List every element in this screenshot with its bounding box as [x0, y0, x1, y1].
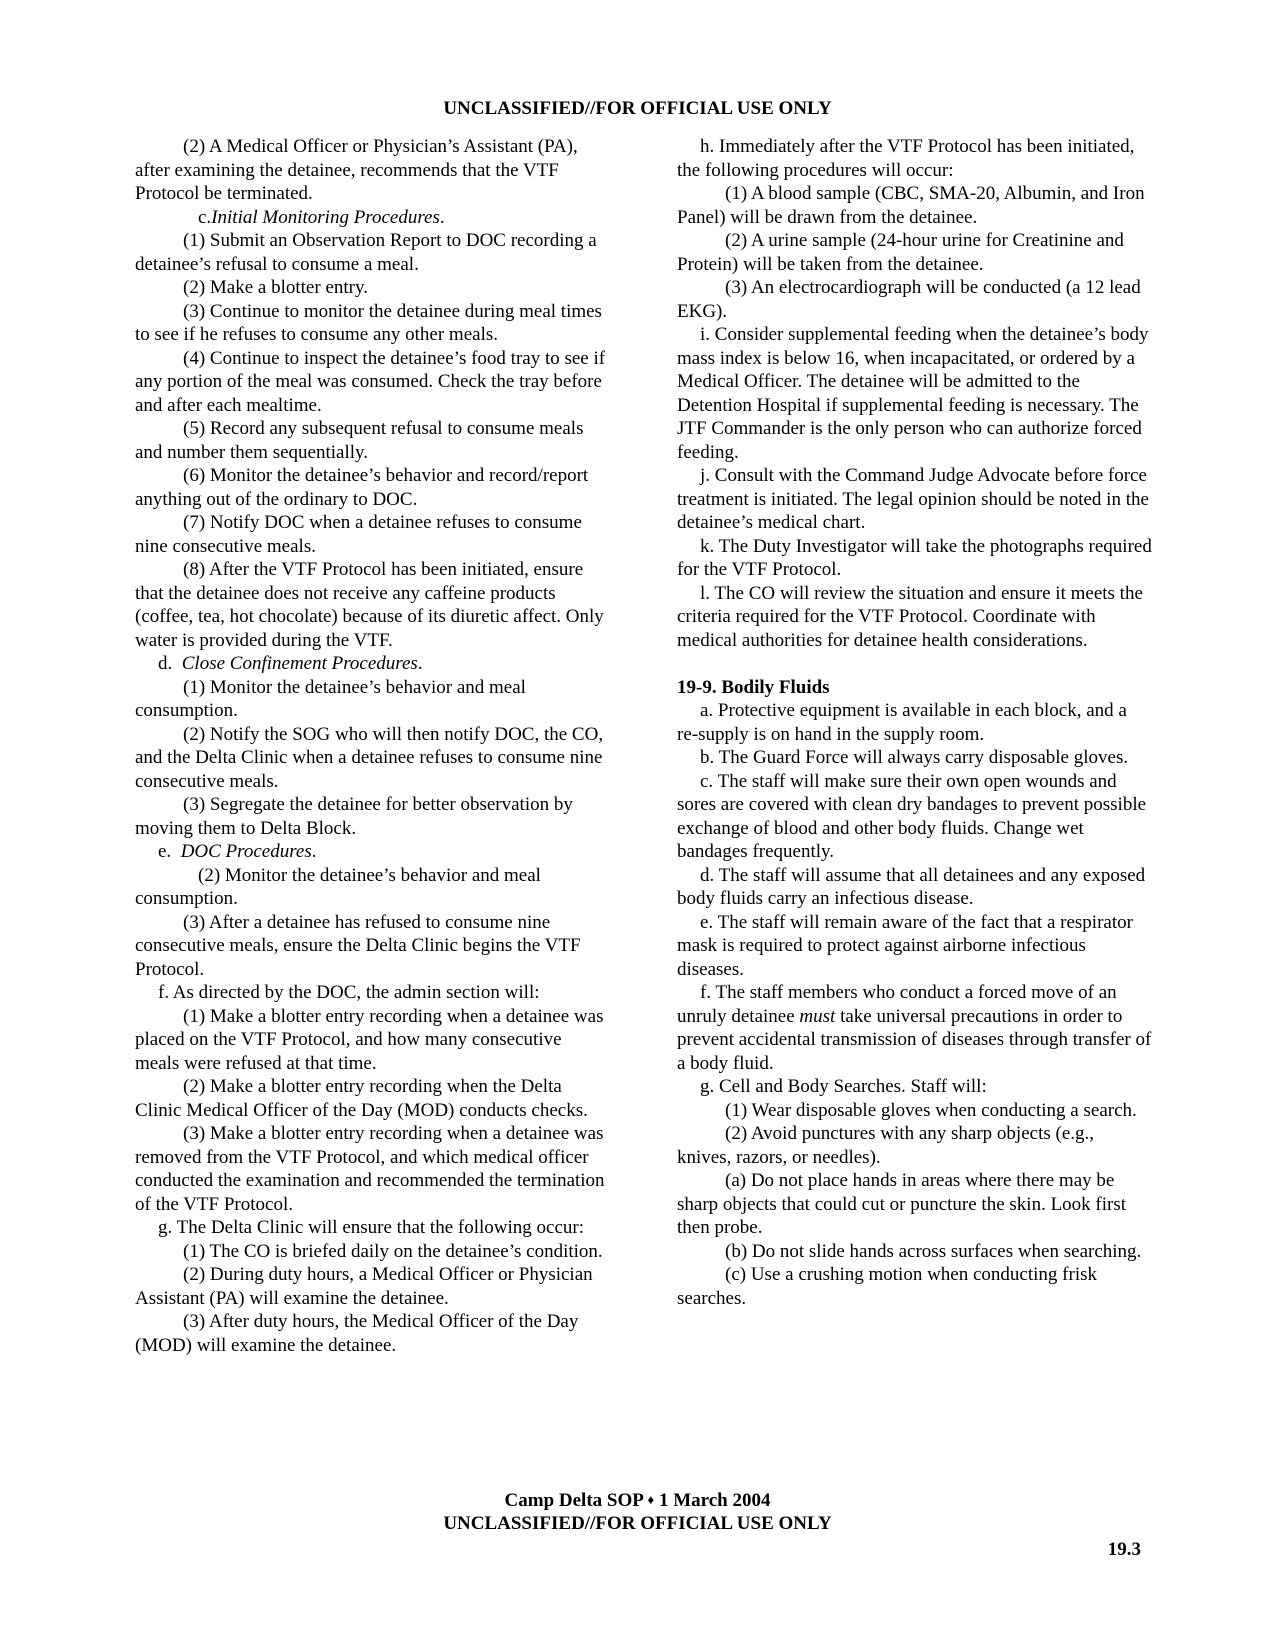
paragraph-c4: (4) Continue to inspect the detainee’s food tray to see if any portion of the meal was consumed. Check the tray before and after each mealtime.	[135, 347, 606, 416]
page-number: 19.3	[1107, 1539, 1141, 1560]
footer-date: 1 March 2004	[658, 1490, 771, 1511]
footer-classification: UNCLASSIFIED//FOR OFFICIAL USE ONLY	[443, 1513, 832, 1534]
paragraph-g2-searches: (2) Avoid punctures with any sharp objects (e.g., knives, razors, or needles).	[677, 1123, 1095, 1168]
paragraph-g1: (1) The CO is briefed daily on the detainee’s condition.	[183, 1240, 603, 1262]
paragraph-d: d. The staff will assume that all detainees and any exposed body fluids carry an infectious disease.	[677, 864, 1146, 909]
subsection-c-heading	[135, 206, 610, 230]
paragraph-g3: (3) After duty hours, the Medical Officer of the Day (MOD) will examine the detainee.	[135, 1311, 579, 1356]
paragraph-c2: (2) Make a blotter entry.	[183, 277, 368, 298]
paragraph-i: i. Consider supplemental feeding when the detainee’s body mass index is below 16, when incapacitated, or ordered by a Medical Officer. The detainee will be admitted to the Detention Hospital if supplemental feeding is necessary. The JTF Commander is the only person who can authorize forced feeding.	[677, 324, 1149, 463]
paragraph-f-text-end: take universal precautions in order to prevent accidental transmission of diseases through transfer of a body fluid.	[677, 1005, 1152, 1074]
paragraph-d2: (2) Notify the SOG who will then notify DOC, the CO, and the Delta Clinic when a detainee refuses to consume nine consecutive meals.	[135, 723, 604, 792]
paragraph-f-text-start: f. The staff members who conduct a forced move of an unruly detainee	[677, 982, 1117, 1027]
paragraph-d1: (1) Monitor the detainee’s behavior and meal consumption.	[135, 676, 526, 721]
subsection-d-heading	[135, 652, 610, 676]
paragraph-f2: (2) Make a blotter entry recording when the Delta Clinic Medical Officer of the Day (MOD) conducts checks.	[135, 1076, 588, 1121]
paragraph-c: c. The staff will make sure their own open wounds and sores are covered with clean dry bandages to prevent possible exchange of blood and other body fluids. Change wet bandages frequently.	[677, 770, 1147, 862]
subsection-e-heading	[135, 840, 610, 864]
paragraph-g2: (2) During duty hours, a Medical Officer or Physician Assistant (PA) will examine the detainee.	[135, 1264, 593, 1309]
section-title: 19-9. Bodily Fluids	[677, 676, 830, 698]
diamond-icon: ♦	[647, 1492, 655, 1507]
paragraph-e3: (3) After a detainee has refused to consume nine consecutive meals, ensure the Delta Clinic begins the VTF Protocol.	[135, 911, 581, 980]
subsection-e-marker: e.	[158, 841, 172, 862]
paragraph-f-emphasis: must	[799, 1005, 836, 1027]
subsection-e-period: .	[311, 841, 317, 862]
paragraph-gc: (c) Use a crushing motion when conducting frisk searches.	[677, 1264, 1097, 1309]
footer-doc-line	[0, 1488, 1275, 1512]
paragraph-c3: (3) Continue to monitor the detainee during meal times to see if he refuses to consume any other meals.	[135, 300, 602, 345]
paragraph-e2: (2) Monitor the detainee’s behavior and meal consumption.	[135, 864, 541, 909]
paragraph-f-bodily	[677, 981, 1152, 1075]
paragraph-c7: (7) Notify DOC when a detainee refuses to consume nine consecutive meals.	[135, 512, 582, 557]
paragraph-c8: (8) After the VTF Protocol has been initiated, ensure that the detainee does not receive any caffeine products (coffee, tea, hot chocolate) because of its diuretic affect. Only water is provided during the VTF.	[135, 559, 604, 651]
paragraph-b2: (2) A Medical Officer or Physician’s Assistant (PA), after examining the detainee, recommends that the VTF Protocol be terminated.	[135, 136, 578, 204]
left-column	[135, 135, 610, 1357]
subsection-d-period: .	[417, 653, 423, 674]
paragraph-l: l. The CO will review the situation and ensure it meets the criteria required for the VTF Protocol. Coordinate with medical authorities for detainee health considerations.	[677, 582, 1143, 651]
subsection-c-title: Initial Monitoring Procedures	[211, 206, 440, 228]
paragraph-f: f. As directed by the DOC, the admin section will:	[158, 982, 540, 1003]
paragraph-j: j. Consult with the Command Judge Advocate before force treatment is initiated. The legal opinion should be noted in the detainee’s medical chart.	[677, 465, 1149, 533]
subsection-d-marker: d.	[158, 653, 173, 674]
paragraph-e: e. The staff will remain aware of the fact that a respirator mask is required to protect against airborne infectious diseases.	[677, 911, 1133, 980]
paragraph-c5: (5) Record any subsequent refusal to consume meals and number them sequentially.	[135, 418, 584, 463]
paragraph-f1: (1) Make a blotter entry recording when a detainee was placed on the VTF Protocol, and how many consecutive meals were refused at that time.	[135, 1005, 604, 1074]
page-footer	[0, 1488, 1275, 1535]
subsection-c-marker: c.	[198, 206, 212, 228]
paragraph-g1-searches: (1) Wear disposable gloves when conducting a search.	[725, 1099, 1137, 1121]
paragraph-k: k. The Duty Investigator will take the photographs required for the VTF Protocol.	[677, 535, 1152, 580]
subsection-d-title: Close Confinement Procedures	[181, 653, 418, 674]
subsection-c-period: .	[439, 206, 445, 228]
paragraph-g-searches: g. Cell and Body Searches. Staff will:	[700, 1076, 987, 1097]
paragraph-h2: (2) A urine sample (24-hour urine for Creatinine and Protein) will be taken from the detainee.	[677, 230, 1124, 275]
paragraph-a: a. Protective equipment is available in each block, and a re-supply is on hand in the supply room.	[677, 700, 1127, 745]
paragraph-gb: (b) Do not slide hands across surfaces when searching.	[725, 1240, 1142, 1262]
paragraph-h1: (1) A blood sample (CBC, SMA-20, Albumin, and Iron Panel) will be drawn from the detainee.	[677, 183, 1145, 228]
paragraph-h: h. Immediately after the VTF Protocol has been initiated, the following procedures will occur:	[677, 136, 1135, 181]
subsection-e-title: DOC Procedures	[180, 841, 312, 862]
paragraph-c1: (1) Submit an Observation Report to DOC recording a detainee’s refusal to consume a meal.	[135, 230, 597, 275]
right-column	[677, 135, 1152, 1310]
footer-doc-name: Camp Delta SOP	[504, 1490, 643, 1511]
classification-header: UNCLASSIFIED//FOR OFFICIAL USE ONLY	[443, 98, 832, 119]
paragraph-b: b. The Guard Force will always carry disposable gloves.	[700, 747, 1129, 768]
paragraph-g: g. The Delta Clinic will ensure that the following occur:	[158, 1217, 584, 1238]
paragraph-ga: (a) Do not place hands in areas where there may be sharp objects that could cut or puncture the skin. Look first then probe.	[677, 1170, 1127, 1238]
paragraph-h3: (3) An electrocardiograph will be conducted (a 12 lead EKG).	[677, 277, 1141, 322]
paragraph-f3: (3) Make a blotter entry recording when a detainee was removed from the VTF Protocol, and which medical officer conducted the examination and recommended the termination of the VTF Protocol.	[135, 1123, 605, 1215]
paragraph-d3: (3) Segregate the detainee for better observation by moving them to Delta Block.	[135, 794, 573, 839]
paragraph-c6: (6) Monitor the detainee’s behavior and record/report anything out of the ordinary to DOC.	[135, 465, 589, 510]
